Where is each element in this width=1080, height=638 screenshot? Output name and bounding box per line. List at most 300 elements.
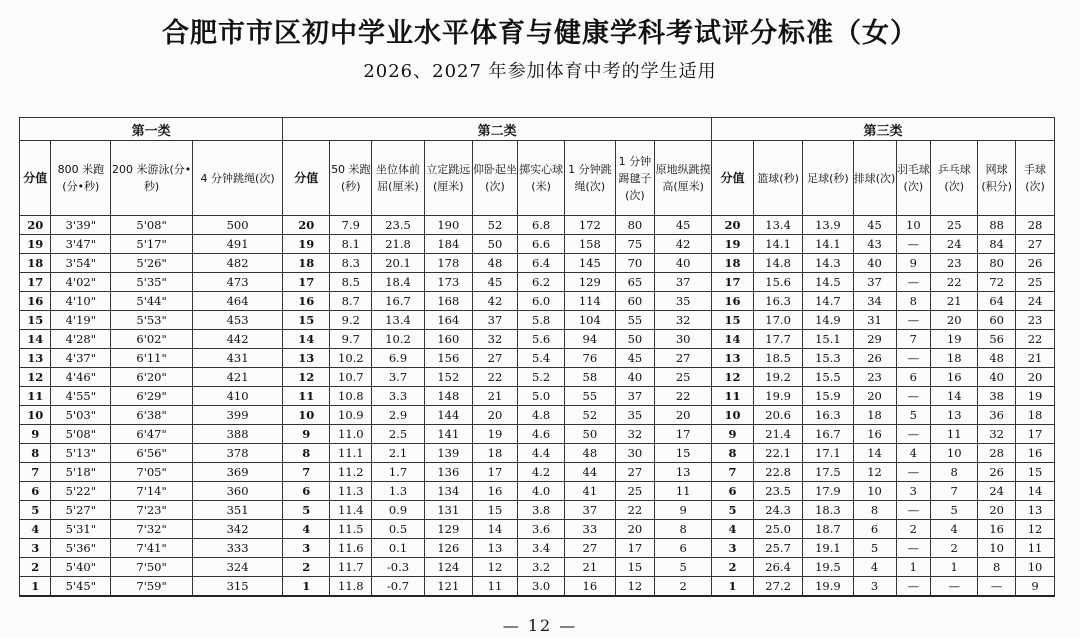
value-cell: 3'54" [51, 254, 111, 273]
value-cell: 4'37" [51, 349, 111, 368]
value-cell: 7 [896, 330, 931, 349]
value-cell: 5'17" [111, 235, 193, 254]
value-cell: 8 [896, 292, 931, 311]
score-cell: 19 [712, 235, 754, 254]
value-cell: 20 [978, 501, 1016, 520]
value-cell: 15 [655, 444, 712, 463]
value-cell: 11.8 [330, 577, 372, 597]
value-cell: 178 [424, 254, 472, 273]
value-cell: 378 [192, 444, 282, 463]
value-cell: 10.9 [330, 406, 372, 425]
value-cell: 17.7 [753, 330, 802, 349]
value-cell: 23 [1016, 311, 1055, 330]
value-cell: 3'47" [51, 235, 111, 254]
table-row [20, 558, 1055, 577]
value-cell: 19.9 [753, 387, 802, 406]
value-cell: 27 [472, 349, 517, 368]
score-cell: 11 [712, 387, 754, 406]
score-cell: 3 [20, 539, 51, 558]
score-cell: 11 [20, 387, 51, 406]
score-cell: 5 [712, 501, 754, 520]
value-cell: 12 [615, 577, 655, 597]
score-cell: 16 [20, 292, 51, 311]
value-cell: 141 [424, 425, 472, 444]
score-cell: 19 [283, 235, 330, 254]
value-cell: 6'11" [111, 349, 193, 368]
value-cell: 3.4 [518, 539, 565, 558]
value-cell: 4'55" [51, 387, 111, 406]
value-cell: 4'02" [51, 273, 111, 292]
value-cell: 8 [853, 501, 896, 520]
table-row [20, 311, 1055, 330]
value-cell: 17 [615, 539, 655, 558]
value-cell: 22 [1016, 330, 1055, 349]
value-cell: 6.8 [518, 216, 565, 235]
value-cell: 16 [565, 577, 615, 597]
score-cell: 17 [712, 273, 754, 292]
value-cell: 20 [931, 311, 978, 330]
score-cell: 17 [20, 273, 51, 292]
value-cell: 24.3 [753, 501, 802, 520]
value-cell: 18 [1016, 406, 1055, 425]
value-cell: 6'56" [111, 444, 193, 463]
value-cell: 7.9 [330, 216, 372, 235]
value-cell: 10.7 [330, 368, 372, 387]
value-cell: 35 [655, 292, 712, 311]
value-cell: 22.8 [753, 463, 802, 482]
score-cell: 11 [283, 387, 330, 406]
value-cell: 40 [615, 368, 655, 387]
score-cell: 12 [20, 368, 51, 387]
value-cell: 16 [931, 368, 978, 387]
value-cell: 21 [472, 387, 517, 406]
value-cell: 14.8 [753, 254, 802, 273]
value-cell: 5 [655, 558, 712, 577]
value-cell: 453 [192, 311, 282, 330]
value-cell: 27 [565, 539, 615, 558]
value-cell: 173 [424, 273, 472, 292]
value-cell: 5.8 [518, 311, 565, 330]
value-cell: 40 [853, 254, 896, 273]
value-cell: 190 [424, 216, 472, 235]
value-cell: 4.8 [518, 406, 565, 425]
value-cell: 6.4 [518, 254, 565, 273]
value-cell: 38 [978, 387, 1016, 406]
value-cell: 37 [615, 387, 655, 406]
value-cell: 25 [615, 482, 655, 501]
value-cell: 14.1 [803, 235, 853, 254]
value-cell: 145 [565, 254, 615, 273]
value-cell: 8 [978, 558, 1016, 577]
value-cell: 12 [1016, 520, 1055, 539]
value-cell: 5'08" [111, 216, 193, 235]
value-cell: 410 [192, 387, 282, 406]
value-cell: 10 [896, 216, 931, 235]
value-cell: 13 [472, 539, 517, 558]
value-cell: 55 [565, 387, 615, 406]
value-cell: 56 [978, 330, 1016, 349]
value-cell: 5'53" [111, 311, 193, 330]
value-cell: — [896, 501, 931, 520]
value-cell: 184 [424, 235, 472, 254]
section-title-2: 第二类 [283, 118, 712, 141]
value-cell: 491 [192, 235, 282, 254]
value-cell: 18.4 [372, 273, 424, 292]
value-cell: 16.7 [372, 292, 424, 311]
score-cell: 4 [20, 520, 51, 539]
value-cell: 473 [192, 273, 282, 292]
value-cell: 3.3 [372, 387, 424, 406]
value-cell: 7 [931, 482, 978, 501]
table-row [20, 349, 1055, 368]
value-cell: 2.9 [372, 406, 424, 425]
value-cell: 1.7 [372, 463, 424, 482]
value-cell: — [896, 539, 931, 558]
value-cell: 70 [615, 254, 655, 273]
score-cell: 18 [712, 254, 754, 273]
score-cell: 8 [283, 444, 330, 463]
value-cell: 129 [424, 520, 472, 539]
value-cell: 369 [192, 463, 282, 482]
score-cell: 18 [20, 254, 51, 273]
table-row [20, 463, 1055, 482]
value-cell: 10 [1016, 558, 1055, 577]
value-cell: 64 [978, 292, 1016, 311]
value-cell: 11 [472, 577, 517, 597]
table-row [20, 330, 1055, 349]
value-cell: 6'38" [111, 406, 193, 425]
score-cell: 1 [712, 577, 754, 597]
value-cell: 21.8 [372, 235, 424, 254]
value-cell: 80 [615, 216, 655, 235]
value-cell: 4.2 [518, 463, 565, 482]
value-cell: 19.2 [753, 368, 802, 387]
value-cell: 5'44" [111, 292, 193, 311]
score-cell: 15 [20, 311, 51, 330]
column-header: 羽毛球(次) [896, 141, 931, 216]
value-cell: 22 [655, 387, 712, 406]
value-cell: 11.7 [330, 558, 372, 577]
value-cell: 5.2 [518, 368, 565, 387]
score-cell: 13 [20, 349, 51, 368]
score-cell: 20 [283, 216, 330, 235]
value-cell: 3.2 [518, 558, 565, 577]
value-cell: 156 [424, 349, 472, 368]
column-header: 分值 [20, 141, 51, 216]
value-cell: — [896, 311, 931, 330]
value-cell: 37 [853, 273, 896, 292]
value-cell: 16 [472, 482, 517, 501]
value-cell: 168 [424, 292, 472, 311]
column-header: 掷实心球(米) [518, 141, 565, 216]
value-cell: 136 [424, 463, 472, 482]
value-cell: 13 [931, 406, 978, 425]
value-cell: 3'39" [51, 216, 111, 235]
value-cell: — [896, 273, 931, 292]
value-cell: 25.7 [753, 539, 802, 558]
value-cell: 19.1 [803, 539, 853, 558]
score-cell: 7 [20, 463, 51, 482]
score-cell: 2 [712, 558, 754, 577]
value-cell: 5'08" [51, 425, 111, 444]
value-cell: 25 [655, 368, 712, 387]
value-cell: 1 [931, 558, 978, 577]
value-cell: 25 [1016, 273, 1055, 292]
value-cell: 17.0 [753, 311, 802, 330]
value-cell: -0.7 [372, 577, 424, 597]
value-cell: 15 [1016, 463, 1055, 482]
score-cell: 4 [712, 520, 754, 539]
value-cell: 27 [615, 463, 655, 482]
value-cell: 2 [931, 539, 978, 558]
value-cell: 388 [192, 425, 282, 444]
value-cell: 104 [565, 311, 615, 330]
value-cell: 37 [655, 273, 712, 292]
value-cell: 152 [424, 368, 472, 387]
value-cell: 15.5 [803, 368, 853, 387]
value-cell: 6 [853, 520, 896, 539]
value-cell: 76 [565, 349, 615, 368]
value-cell: 5'40" [51, 558, 111, 577]
value-cell: 0.1 [372, 539, 424, 558]
value-cell: 5'26" [111, 254, 193, 273]
score-cell: 18 [283, 254, 330, 273]
value-cell: 15.3 [803, 349, 853, 368]
value-cell: 20.6 [753, 406, 802, 425]
value-cell: 4'46" [51, 368, 111, 387]
value-cell: 28 [978, 444, 1016, 463]
document-title: 合肥市市区初中学业水平体育与健康学科考试评分标准（女） [162, 18, 918, 49]
value-cell: 20 [1016, 368, 1055, 387]
value-cell: 45 [853, 216, 896, 235]
value-cell: 14 [472, 520, 517, 539]
score-cell: 5 [20, 501, 51, 520]
page-number: — 12 — [502, 616, 578, 635]
value-cell: 31 [853, 311, 896, 330]
value-cell: 2.5 [372, 425, 424, 444]
value-cell: 40 [655, 254, 712, 273]
value-cell: 131 [424, 501, 472, 520]
value-cell: 34 [853, 292, 896, 311]
value-cell: 11 [1016, 539, 1055, 558]
value-cell: 14.5 [803, 273, 853, 292]
value-cell: 3.8 [518, 501, 565, 520]
value-cell: 2 [655, 577, 712, 597]
value-cell: 6'20" [111, 368, 193, 387]
value-cell: 37 [565, 501, 615, 520]
value-cell: 60 [615, 292, 655, 311]
value-cell: 431 [192, 349, 282, 368]
value-cell: 17.1 [803, 444, 853, 463]
value-cell: 6.2 [518, 273, 565, 292]
scoring-standard-table [19, 117, 1055, 597]
value-cell: 6.9 [372, 349, 424, 368]
score-cell: 16 [283, 292, 330, 311]
value-cell: 11 [655, 482, 712, 501]
value-cell: 5.6 [518, 330, 565, 349]
value-cell: 23.5 [372, 216, 424, 235]
value-cell: 14 [1016, 482, 1055, 501]
value-cell: 399 [192, 406, 282, 425]
value-cell: 27.2 [753, 577, 802, 597]
table-row [20, 501, 1055, 520]
score-cell: 10 [712, 406, 754, 425]
value-cell: 55 [615, 311, 655, 330]
column-header: 手球(次) [1016, 141, 1055, 216]
value-cell: 1 [896, 558, 931, 577]
value-cell: 5'35" [111, 273, 193, 292]
score-cell: 1 [20, 577, 51, 597]
value-cell: 500 [192, 216, 282, 235]
value-cell: 17 [1016, 425, 1055, 444]
score-cell: 5 [283, 501, 330, 520]
value-cell: 28 [1016, 216, 1055, 235]
value-cell: 148 [424, 387, 472, 406]
score-cell: 3 [283, 539, 330, 558]
value-cell: 72 [978, 273, 1016, 292]
value-cell: 24 [931, 235, 978, 254]
value-cell: 8 [655, 520, 712, 539]
value-cell: 65 [615, 273, 655, 292]
table-row [20, 577, 1055, 597]
score-cell: 17 [283, 273, 330, 292]
value-cell: 15.6 [753, 273, 802, 292]
value-cell: 5'45" [51, 577, 111, 597]
value-cell: 37 [472, 311, 517, 330]
score-cell: 14 [283, 330, 330, 349]
score-cell: 15 [283, 311, 330, 330]
value-cell: 7'05" [111, 463, 193, 482]
column-header: 篮球(秒) [753, 141, 802, 216]
column-header: 原地纵跳摸高(厘米) [655, 141, 712, 216]
score-cell: 6 [20, 482, 51, 501]
value-cell: 7'23" [111, 501, 193, 520]
value-cell: 7'14" [111, 482, 193, 501]
table-row [20, 216, 1055, 235]
value-cell: 16 [853, 425, 896, 444]
value-cell: 5'03" [51, 406, 111, 425]
value-cell: 11 [931, 425, 978, 444]
value-cell: 16.3 [753, 292, 802, 311]
value-cell: — [896, 577, 931, 597]
value-cell: 12 [472, 558, 517, 577]
table-row [20, 387, 1055, 406]
value-cell: 80 [978, 254, 1016, 273]
value-cell: 9 [655, 501, 712, 520]
value-cell: 94 [565, 330, 615, 349]
value-cell: 5 [853, 539, 896, 558]
value-cell: 14 [931, 387, 978, 406]
value-cell: 43 [853, 235, 896, 254]
score-cell: 16 [712, 292, 754, 311]
value-cell: 5 [896, 406, 931, 425]
value-cell: 6'47" [111, 425, 193, 444]
table-row [20, 520, 1055, 539]
value-cell: 52 [565, 406, 615, 425]
value-cell: 41 [565, 482, 615, 501]
column-header: 排球(次) [853, 141, 896, 216]
value-cell: 13.9 [803, 216, 853, 235]
value-cell: — [896, 235, 931, 254]
column-header: 网球(积分) [978, 141, 1016, 216]
value-cell: 30 [655, 330, 712, 349]
section-title-1: 第一类 [20, 118, 283, 141]
value-cell: 32 [472, 330, 517, 349]
value-cell: 342 [192, 520, 282, 539]
value-cell: 33 [565, 520, 615, 539]
value-cell: 7'32" [111, 520, 193, 539]
value-cell: 48 [472, 254, 517, 273]
value-cell: 5.4 [518, 349, 565, 368]
table-row [20, 444, 1055, 463]
score-cell: 9 [712, 425, 754, 444]
column-header-row [20, 141, 1055, 216]
value-cell: 8.1 [330, 235, 372, 254]
value-cell: 17.5 [803, 463, 853, 482]
value-cell: 12 [853, 463, 896, 482]
value-cell: 16.3 [803, 406, 853, 425]
value-cell: 13.4 [372, 311, 424, 330]
value-cell: 19.9 [803, 577, 853, 597]
value-cell: 20 [472, 406, 517, 425]
value-cell: 58 [565, 368, 615, 387]
value-cell: 4'10" [51, 292, 111, 311]
score-cell: 2 [20, 558, 51, 577]
value-cell: 8.5 [330, 273, 372, 292]
value-cell: 15.9 [803, 387, 853, 406]
value-cell: 5'18" [51, 463, 111, 482]
value-cell: 11.6 [330, 539, 372, 558]
value-cell: 7'59" [111, 577, 193, 597]
value-cell: 20.1 [372, 254, 424, 273]
value-cell: — [896, 349, 931, 368]
column-header: 200 米游泳(分•秒) [111, 141, 193, 216]
value-cell: 333 [192, 539, 282, 558]
column-header: 乒乓球(次) [931, 141, 978, 216]
value-cell: 18 [472, 444, 517, 463]
table-row [20, 425, 1055, 444]
value-cell: 48 [565, 444, 615, 463]
value-cell: 60 [978, 311, 1016, 330]
value-cell: 18.5 [753, 349, 802, 368]
value-cell: 6 [896, 368, 931, 387]
value-cell: 7'41" [111, 539, 193, 558]
value-cell: 22.1 [753, 444, 802, 463]
value-cell: 15 [472, 501, 517, 520]
table-row [20, 539, 1055, 558]
value-cell: 5'22" [51, 482, 111, 501]
value-cell: 22 [931, 273, 978, 292]
value-cell: 3.0 [518, 577, 565, 597]
value-cell: 50 [565, 425, 615, 444]
value-cell: 4'19" [51, 311, 111, 330]
value-cell: 126 [424, 539, 472, 558]
value-cell: 5 [931, 501, 978, 520]
value-cell: 5'36" [51, 539, 111, 558]
value-cell: 23 [853, 368, 896, 387]
value-cell: 6'29" [111, 387, 193, 406]
score-cell: 9 [20, 425, 51, 444]
score-cell: 20 [20, 216, 51, 235]
value-cell: -0.3 [372, 558, 424, 577]
value-cell: 42 [472, 292, 517, 311]
value-cell: 324 [192, 558, 282, 577]
value-cell: 26 [1016, 254, 1055, 273]
value-cell: 17.9 [803, 482, 853, 501]
score-cell: 3 [712, 539, 754, 558]
value-cell: 134 [424, 482, 472, 501]
value-cell: 19 [472, 425, 517, 444]
